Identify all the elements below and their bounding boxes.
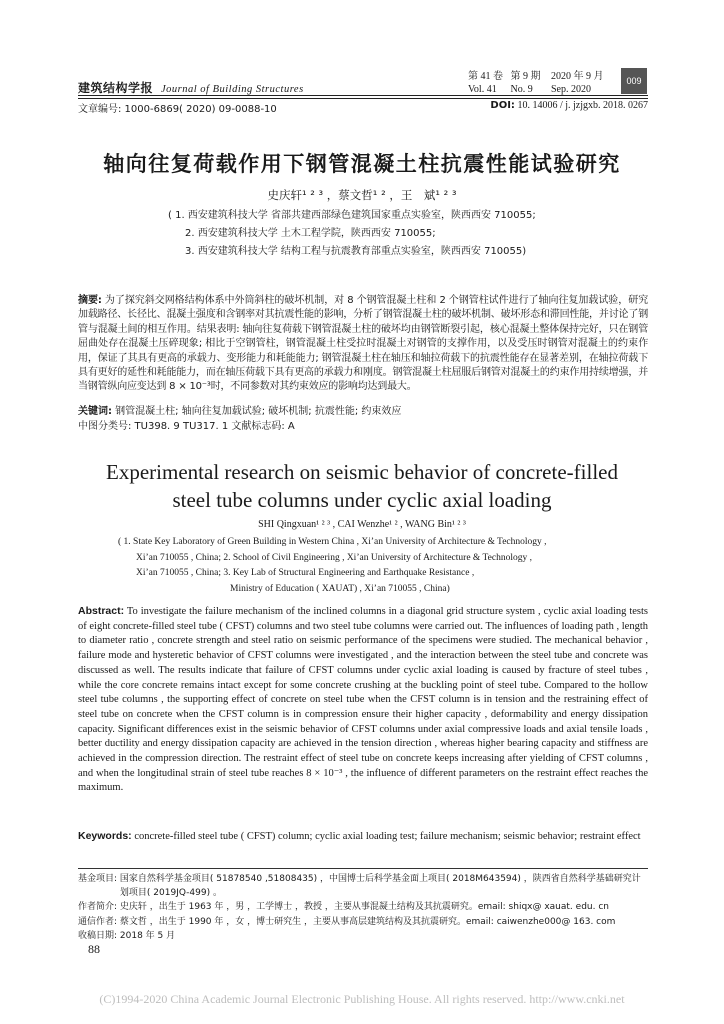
abstract-cn — [78, 294, 648, 395]
footnote-text: 2018 年 5 月 — [119, 930, 176, 941]
affiliation-en-4: Ministry of Education ( XAUAT) , Xi’an 710055 , China) — [230, 583, 450, 594]
footnote-corresponding — [78, 915, 648, 929]
header-rule-thin — [78, 98, 648, 99]
article-number: 文章编号: 1000-6869( 2020) 09-0088-10 — [78, 104, 277, 115]
journal-name-en: Journal of Building Structures — [161, 84, 304, 95]
page-number: 88 — [88, 942, 100, 956]
abstract-en-label: Abstract: — [78, 605, 125, 617]
date-cn: 2020 年 9 月 — [551, 71, 604, 82]
cnki-watermark: (C)1994-2020 China Academic Journal Electronic Publishing House. All rights reserved. http://www.cnki.net — [99, 992, 625, 1006]
title-en-line-2: steel tube columns under cyclic axial loading — [172, 488, 552, 512]
footnote-author-bio — [78, 900, 648, 914]
title-cn: 轴向往复荷载作用下钢管混凝土柱抗震性能试验研究 — [103, 152, 621, 176]
footnote-label: 收稿日期: — [78, 930, 120, 941]
footnote-funding — [78, 872, 648, 900]
affiliation-en-3: Xi’an 710055 , China; 3. Key Lab of Structural Engineering and Earthquake Resistance , — [136, 568, 475, 578]
keywords-en-label: Keywords: — [78, 830, 132, 842]
keywords-cn — [78, 405, 648, 420]
authors-en: SHI Qingxuan¹ ² ³ , CAI Wenzhe¹ ² , WANG Bin¹ ² ³ — [258, 519, 466, 530]
keywords-cn-block — [78, 405, 648, 434]
footnote-label: 基金项目: — [78, 874, 120, 884]
header-rule-thick — [78, 95, 648, 96]
keywords-cn-text: 钢管混凝土柱; 轴向往复加载试验; 破坏机制; 抗震性能; 约束效应 — [112, 406, 402, 417]
affiliation-en-1: ( 1. State Key Laboratory of Green Building in Western China , Xi’an University of Architecture & Technology , — [118, 537, 547, 547]
doi-label: DOI: — [490, 100, 515, 111]
authors-cn: 史庆轩¹ ² ³ ，蔡文哲¹ ² ，王 斌¹ ² ³ — [267, 188, 457, 202]
footnote-text: 史庆轩 ，出生于 1963 年 ，男 ，工学博士 ，教授 ，主要从事混凝土结构及其抗震研究。email: shiqx@ xauat. edu. cn — [119, 902, 609, 913]
footnote-text: 蔡文哲 ，出生于 1990 年 ，女 ，博士研究生 ，主要从事高层建筑结构及其抗震研究。email: caiwenzhe000@ 163. com — [119, 916, 616, 927]
affiliation-cn-2: 2. 西安建筑科技大学 土木工程学院，陕西西安 710055; — [185, 228, 436, 239]
footnote-label: 通信作者: — [78, 916, 120, 927]
abstract-cn-label: 摘要: — [78, 295, 102, 306]
classification-cn: 中图分类号: TU398. 9 TU317. 1 文献标志码: A — [78, 420, 295, 432]
footnote-rule — [78, 868, 648, 869]
footnote-received — [78, 929, 648, 943]
abstract-en-text: To investigate the failure mechanism of the inclined columns in a diagonal grid structure system , cyclic axial loading tests of eight concrete-filled steel tube ( CFST) columns and two steel tube columns were carried out. The influences of loading path , length to diameter ratio , concrete strength and steel ratio on seismic performance of the specimens were studied. The mechanical behavior , failure mode and hysteretic behavior of CFST columns were investigated , and the interaction between the steel tube and concrete was discussed as well. The results indicate that failure of CFST columns under cyclic axial loading is caused by fracture of steel tubes , while the core concrete remains intact except for some concrete crushing at the buckling point of steel tube. Compared to the hollow steel tube columns , the supporting effect of concrete on steel tube when the CFST column is in tension and the restraining effect of steel tube on concrete when the CFST column is in compression ensure their higher capacity , deformability and energy dissipation capacity. Significant differences exist in the seismic behavior of CFST columns under axial compressive loads and axial tensile loads , better ductility and energy dissipation capacity are achieved in the tension direction , whereas higher bearing capacity and stiffness are achieved in the compression direction. The restraint effect of steel tube on concrete keeps increasing after yielding of CFST columns , and when the longitudinal strain of steel tube reaches 8 × 10⁻³ , the influence of different parameters on the restraint effect reaches the maximum. — [78, 606, 648, 794]
issue-cn: 第 9 期 — [510, 71, 541, 82]
footnote-text: 国家自然科学基金项目( 51878540 ,51808435) ，中国博士后科学基金面上项目( 2018M643594) ，陕西省自然科学基础研究计划项目( 2019JQ-499) 。 — [119, 874, 641, 899]
issue-en: No. 9 — [510, 84, 533, 95]
abstract-en — [78, 604, 648, 796]
affiliation-cn-1: ( 1. 西安建筑科技大学 省部共建西部绿色建筑国家重点实验室，陕西西安 710055; — [168, 210, 536, 221]
date-en: Sep. 2020 — [551, 84, 591, 95]
affiliation-cn-3: 3. 西安建筑科技大学 结构工程与抗震教育部重点实验室，陕西西安 710055) — [185, 246, 527, 257]
doi-value: 10. 14006 / j. jzjgxb. 2018. 0267 — [514, 100, 648, 111]
title-en — [0, 458, 724, 514]
affiliation-en-2: Xi’an 710055 , China; 2. School of Civil Engineering , Xi’an University of Architecture & Technology , — [136, 552, 532, 563]
keywords-cn-label: 关键词: — [78, 406, 112, 417]
journal-name-cn: 建筑结构学报 — [78, 81, 154, 95]
journal-name — [78, 79, 304, 96]
issue-info — [468, 70, 609, 96]
affiliations-cn — [168, 207, 536, 261]
footnotes — [78, 872, 648, 943]
page-box: 009 — [621, 68, 647, 94]
doi — [490, 100, 648, 111]
footnote-label: 作者简介: — [78, 902, 120, 913]
title-en-line-1: Experimental research on seismic behavior of concrete-filled — [106, 460, 618, 484]
volume-en: Vol. 41 — [468, 84, 497, 95]
volume-cn: 第 41 卷 — [468, 71, 503, 82]
keywords-en — [78, 829, 648, 845]
affiliations-en — [118, 535, 618, 597]
abstract-cn-text: 为了探究斜交网格结构体系中外筒斜柱的破坏机制，对 8 个钢管混凝土柱和 2 个钢管柱试件进行了轴向往复加载试验，研究加载路径、长径比、混凝土强度和含钢率对其抗震性能的影响，分析了钢管混凝土柱的破坏机制、破坏形态和滞回性能，并讨论了钢管与混凝土间的相互作用。结果表明: 轴向往复荷载下钢管混凝土柱的破坏均由钢管断裂引起，核心混凝土整体保持完好，只在钢管屈曲处存在混凝土压碎现象; 相比于空钢管柱，钢管混凝土柱受拉时混凝土对钢管的支撑作用，以及受压时钢管对混凝土的约束作用，保证了其具有更高的承载力、变形能力和耗能能力; 钢管混凝土柱在轴压和轴拉荷载下的抗震性能存在显著差别，在轴拉荷载下具有更好的延性和耗能能力，而在轴压荷载下具有更高的承载力和刚度。钢管混凝土柱屈服后钢管对混凝土的约束作用持续增强，并当钢管纵向应变达到 8 × 10⁻³时，不同参数对其约束效应的影响均达到最大。 — [78, 295, 648, 393]
keywords-en-text: concrete-filled steel tube ( CFST) column; cyclic axial loading test; failure mechanism; seismic behavior; restraint effect — [131, 831, 641, 842]
